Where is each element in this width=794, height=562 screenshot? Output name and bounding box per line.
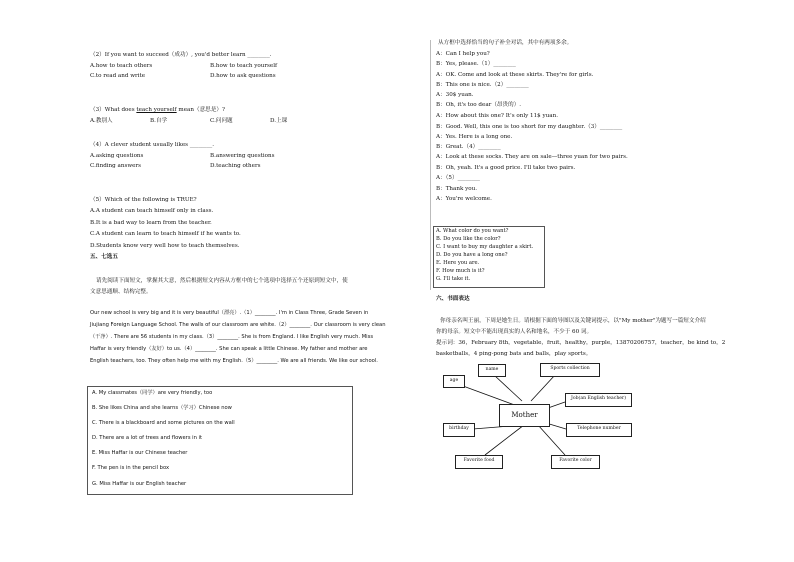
section-5-intro-line-1: 请先阅读下面短文，掌握其大意，然后根据短文内容从方框中的七个选项中选择五个还原到短文中，使 [96, 278, 348, 284]
connector-name [494, 375, 522, 401]
dialog-line-12: B：Oh, yeah. It's a good price. I'll take two pairs. [436, 165, 576, 171]
option-f[interactable]: F. The pen is in the pencil box [92, 465, 170, 471]
question-2-option-c[interactable]: C.to read and write [90, 73, 146, 79]
section-6-prompt-2: 你的母亲。短文中不能出现真实的人名和地名，不少于 60 词。 [436, 329, 593, 335]
node-job: Job(an English teacher) [565, 393, 632, 407]
question-3-option-d[interactable]: D.上课 [270, 118, 288, 124]
option-a[interactable]: A. My classmates（同学）are very friendly, too [92, 390, 213, 396]
connector-job [548, 402, 565, 408]
option-g[interactable]: G. Miss Haffar is our English teacher [92, 481, 187, 487]
dialog-line-15: A：You're welcome. [436, 196, 492, 202]
node-telephone-number: Telephone number [566, 423, 632, 437]
dialog-option-b[interactable]: B. Do you like the color? [436, 236, 501, 242]
dialog-line-2: B：Yes, please.（1）________ [436, 61, 516, 67]
dialog-line-1: A：Can I help you? [436, 51, 490, 57]
dialog-option-c[interactable]: C. I want to buy my daughter a skirt. [436, 244, 534, 250]
dialog-option-g[interactable]: G. I'll take it. [436, 276, 471, 282]
dialog-option-a[interactable]: A. What color do you want? [436, 228, 509, 234]
passage-line-5: English teachers, too. They often help me with my English.（5）________. We are all friends. We like our school. [90, 358, 378, 364]
dialog-option-e[interactable]: E. Here you are. [436, 260, 480, 266]
question-3-option-a[interactable]: A.教别人 [90, 118, 113, 124]
question-2-stem: （2）If you want to succeed（成功）, you'd better learn ________. [90, 52, 272, 58]
connector-color [538, 425, 565, 455]
question-2-option-a[interactable]: A.how to teach others [90, 63, 153, 69]
question-5-option-a[interactable]: A.A student can teach himself only in class. [90, 208, 214, 214]
section-6-prompt-4: basketballs，4 ping-pong bats and balls，play sports。 [436, 351, 592, 357]
passage-line-2: Jiujiang Foreign Language School. The walls of our classroom are white.（2）________. Our classroom is very clean [90, 322, 386, 328]
dialog-option-f[interactable]: F. How much is it? [436, 268, 485, 274]
node-center-mother: Mother [499, 404, 550, 427]
option-e[interactable]: E. Miss Haffar is our Chinese teacher [92, 450, 188, 456]
question-3-stem-post: mean（意思是）? [176, 107, 225, 113]
question-3-option-c[interactable]: C.问问题 [210, 118, 233, 124]
question-4-option-c[interactable]: C.finding answers [90, 163, 141, 169]
dialog-instruction: 从方框中选择恰当的句子补全对话，其中有两项多余。 [438, 40, 573, 46]
dialog-line-8: B：Good. Well, this one is too short for my daughter.（3）________ [436, 124, 623, 130]
dialog-option-d[interactable]: D. Do you have a long one? [436, 252, 508, 258]
node-age: age [443, 375, 465, 388]
question-3-option-b[interactable]: B.自学 [150, 118, 168, 124]
option-c[interactable]: C. There is a blackboard and some pictures on the wall [92, 420, 235, 426]
question-3-stem-pre: （3）What does [90, 107, 137, 113]
question-5-option-d[interactable]: D.Students know very well how to teach themselves. [90, 243, 240, 249]
connector-sports [531, 375, 555, 401]
node-sports-collection: Sports collection [540, 363, 600, 377]
question-3-stem-underlined: teach yourself [136, 107, 177, 113]
dialog-line-11: A：Look at these socks. They are on sale—three yuan for two pairs. [436, 154, 628, 160]
dialog-line-5: A：30$ yuan. [436, 92, 474, 98]
passage-line-1: Our new school is very big and it is very beautiful（漂亮）.（1）________. I'm in Class Three, Grade Seven in [90, 310, 369, 316]
section-6-prompt-1: 你母亲名叫王丽，下周是她生日。请根据下面的导图以及关键词提示，以"My mother"为题写一篇短文介绍 [440, 318, 706, 324]
section-5-title: 五、七选五 [90, 254, 118, 260]
dialog-line-10: B：Great.（4）________ [436, 144, 501, 150]
dialog-line-7: A：How about this one? It's only 11$ yuan. [436, 113, 558, 119]
node-name: name [478, 364, 506, 377]
dialog-line-4: B：This one is nice.（2）________ [436, 82, 529, 88]
dialog-line-6: B：Oh, it's too dear（昂贵的）. [436, 102, 522, 108]
dialog-line-14: B：Thank you. [436, 186, 478, 192]
option-b[interactable]: B. She likes China and she learns（学习）Chinese now [92, 405, 232, 411]
dialog-line-3: A：OK. Come and look at these skirts. They're for girls. [436, 72, 594, 78]
option-d[interactable]: D. There are a lot of trees and flowers in it [92, 435, 203, 441]
question-4-option-b[interactable]: B.answering questions [210, 153, 275, 159]
question-5-stem: （5）Which of the following is TRUE? [90, 197, 197, 203]
node-favorite-food: Favorite food [455, 455, 503, 469]
question-4-option-a[interactable]: A.asking questions [90, 153, 144, 159]
question-5-option-c[interactable]: C.A student can learn to teach himself if he wants to. [90, 231, 241, 237]
question-2-option-b[interactable]: B.how to teach yourself [210, 63, 278, 69]
connector-food [485, 425, 524, 455]
passage-line-4: Haffar is very friendly（友好）to us.（4）________. She can speak a little Chinese. My father and mother are [90, 346, 368, 352]
question-4-option-d[interactable]: D.teaching others [210, 163, 261, 169]
question-4-stem: （4）A clever student usually likes ________. [90, 142, 214, 148]
node-birthday: birthday [443, 423, 475, 437]
node-favorite-color: Favorite color [551, 455, 600, 469]
section-5-intro-line-2: 文意思通顺、结构完整。 [90, 289, 152, 295]
passage-line-3: （干净）. There are 56 students in my class.（3）________. She is from England. I like English very much. Miss [90, 334, 374, 340]
section-6-title: 六、书面表达 [436, 296, 470, 302]
dialog-line-9: A：Yes. Here is a long one. [436, 134, 513, 140]
question-5-option-b[interactable]: B.It is a bad way to learn from the teacher. [90, 220, 212, 226]
section-6-prompt-3: 提示词：36，February 8th，vegetable，fruit，healthy，purple，13870206757，teacher，be kind to，2 [436, 340, 726, 346]
question-2-option-d[interactable]: D.how to ask questions [210, 73, 276, 79]
dialog-line-13: A：（5）________ [436, 175, 480, 181]
